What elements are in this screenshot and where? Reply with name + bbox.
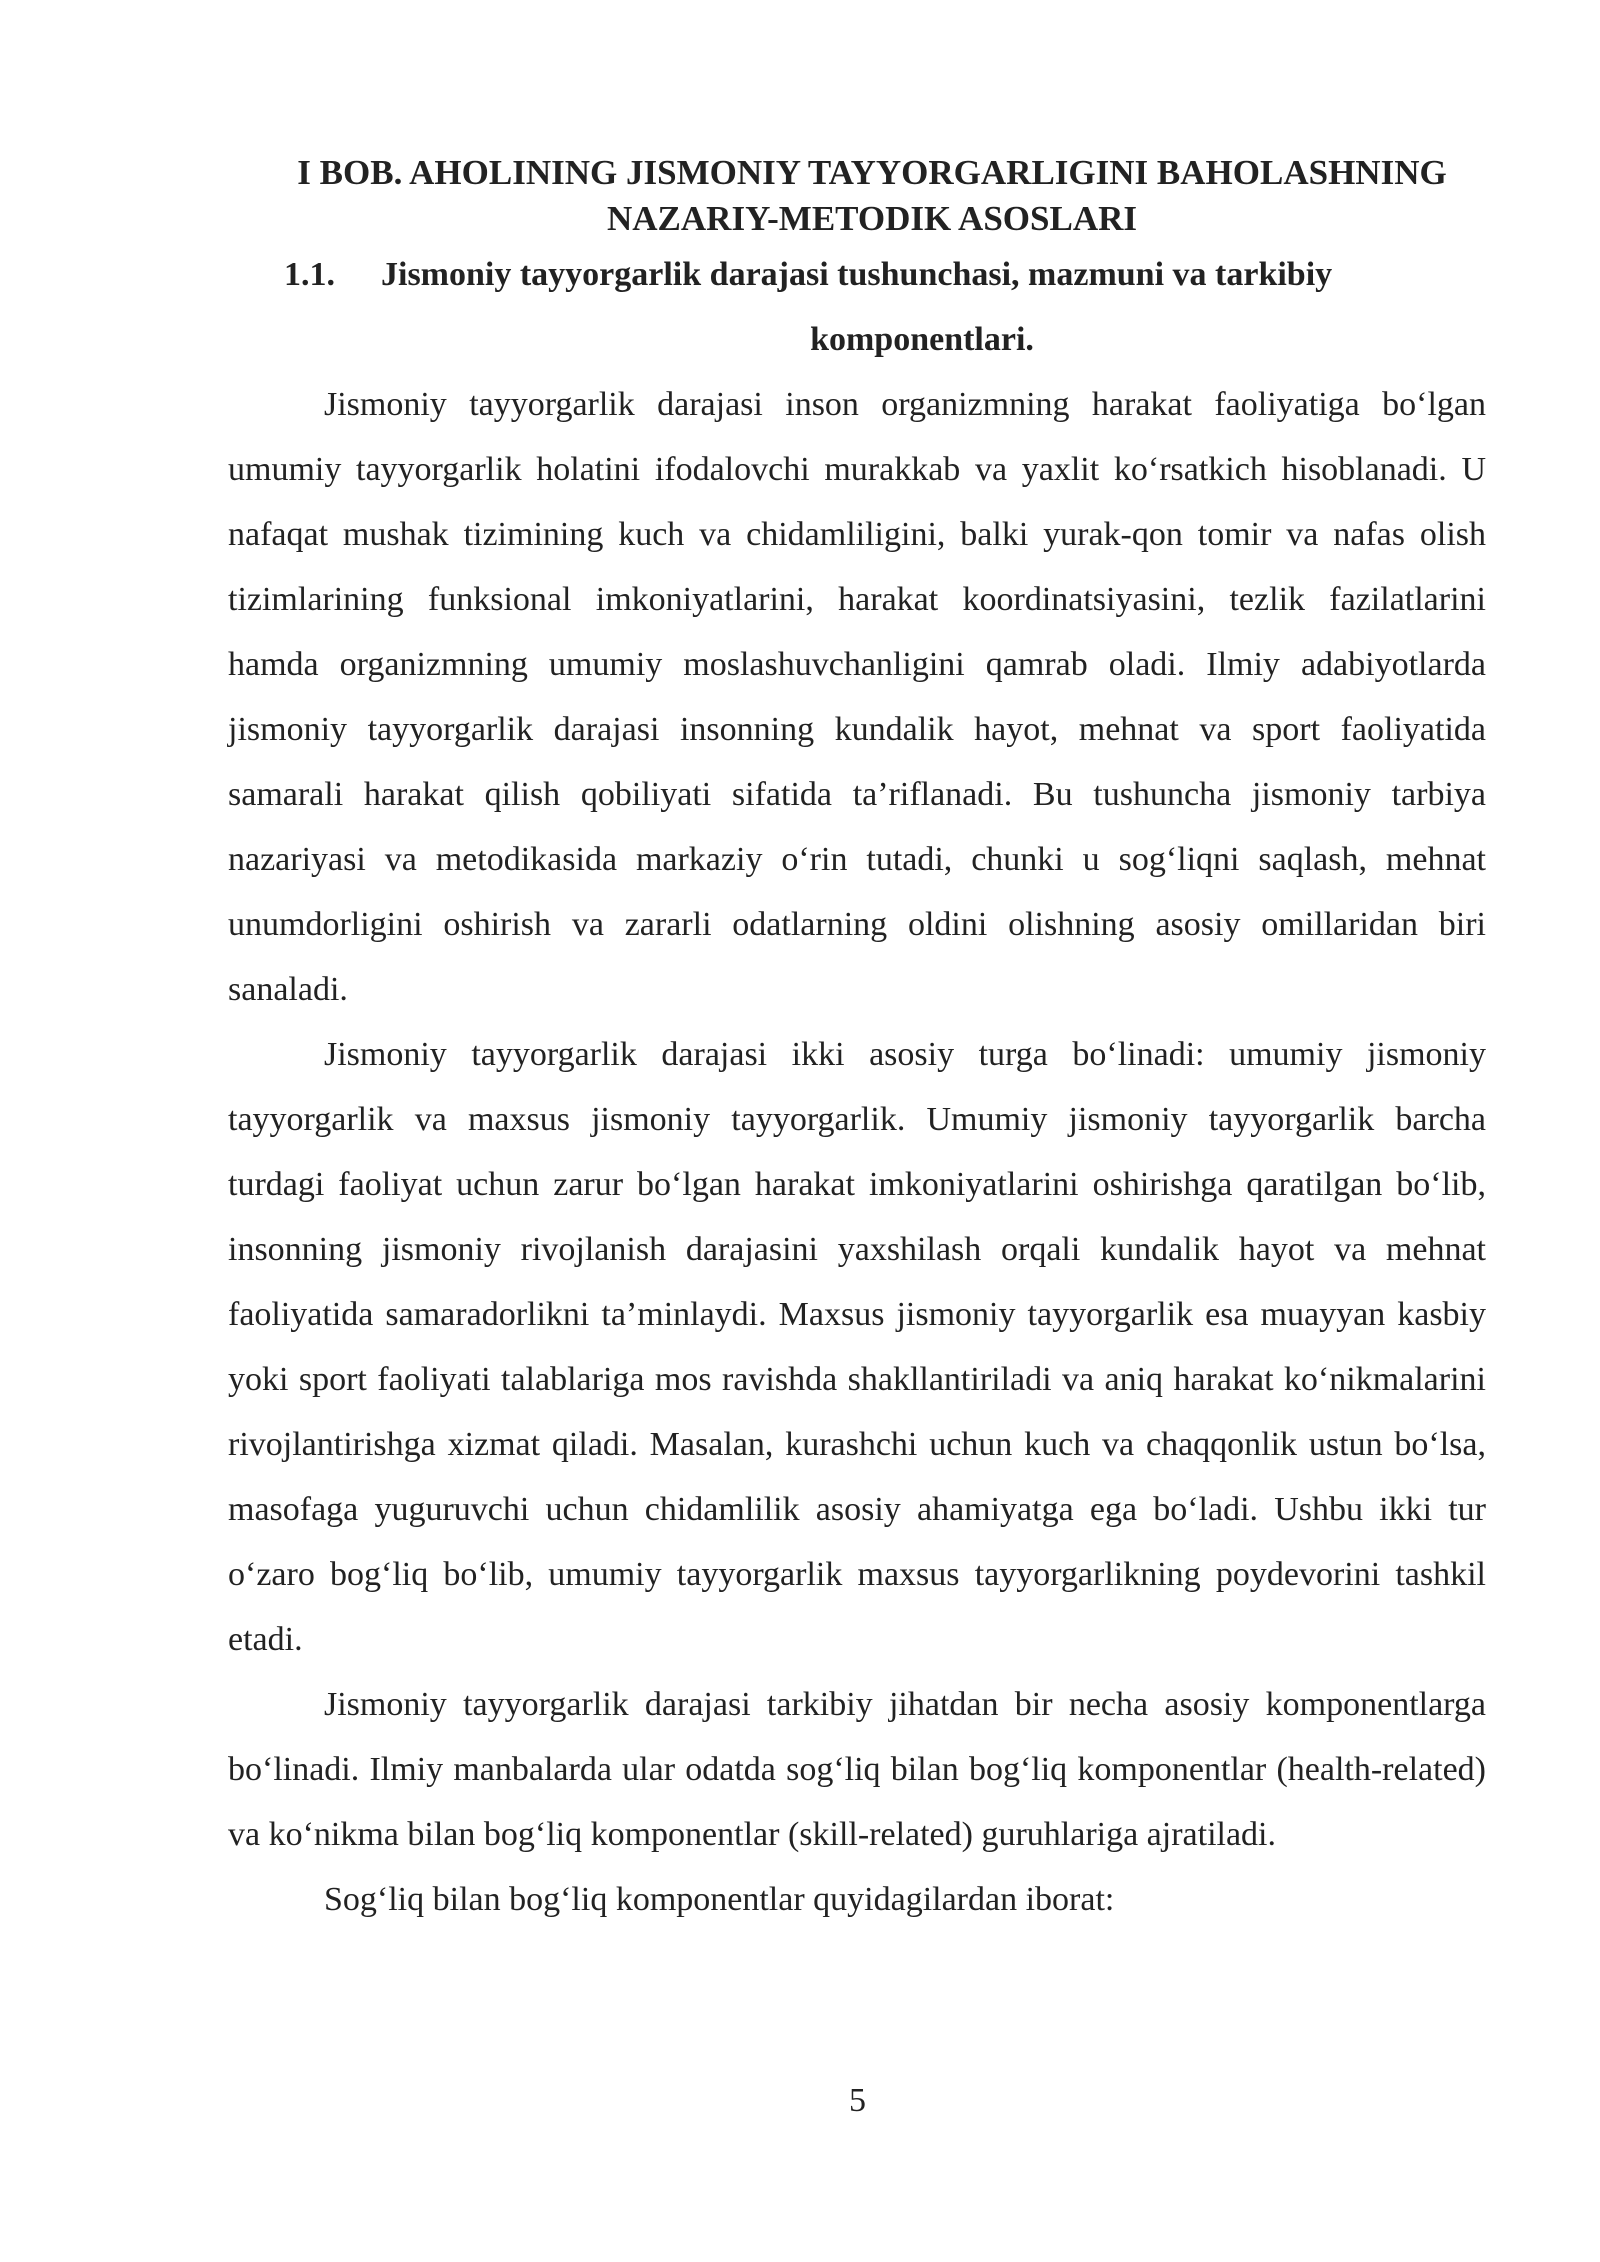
chapter-title-line1: I BOB. AHOLINING JISMONIY TAYYORGARLIGINI BAHOLASHNING — [297, 153, 1447, 192]
chapter-title-line2: NAZARIY-METODIK ASOSLARI — [607, 199, 1137, 238]
section-title — [228, 242, 1486, 372]
document-page — [228, 150, 1486, 1932]
paragraph: Jismoniy tayyorgarlik darajasi inson organizmning harakat faoliyatiga bo‘lgan umumiy tayyorgarlik holatini ifodalovchi murakkab va yaxlit ko‘rsatkich hisoblanadi. U nafaqat mushak tizimining kuch va chidamliligini, balki yurak-qon tomir va nafas olish tizimlarining funksional imkoniyatlarini, harakat koordinatsiyasini, tezlik fazilatlarini hamda organizmning umumiy moslashuvchanligini qamrab oladi. Ilmiy adabiyotlarda jismoniy tayyorgarlik darajasi insonning kundalik hayot, mehnat va sport faoliyatida samarali harakat qilish qobiliyati sifatida ta’riflanadi. Bu tushuncha jismoniy tarbiya nazariyasi va metodikasida markaziy o‘rin tutadi, chunki u sog‘liqni saqlash, mehnat unumdorligini oshirish va zararli odatlarning oldini olishning asosiy omillaridan biri sanaladi. — [228, 386, 1486, 1008]
section-title-line1: Jismoniy tayyorgarlik darajasi tushunchasi, mazmuni va tarkibiy — [381, 256, 1333, 293]
paragraph: Sog‘liq bilan bog‘liq komponentlar quyidagilardan iborat: — [324, 1881, 1115, 1918]
page-number: 5 — [849, 2082, 866, 2119]
chapter-title — [228, 150, 1486, 242]
paragraph: Jismoniy tayyorgarlik darajasi tarkibiy jihatdan bir necha asosiy komponentlarga bo‘linadi. Ilmiy manbalarda ular odatda sog‘liq bilan bog‘liq komponentlar (health-related) va ko‘nikma bilan bog‘liq komponentlar (skill-related) guruhlariga ajratiladi. — [228, 1686, 1486, 1853]
section-title-line2: komponentlari. — [810, 321, 1034, 358]
section-number: 1.1. — [284, 256, 335, 293]
paragraph: Jismoniy tayyorgarlik darajasi ikki asosiy turga bo‘linadi: umumiy jismoniy tayyorgarlik va maxsus jismoniy tayyorgarlik. Umumiy jismoniy tayyorgarlik barcha turdagi faoliyat uchun zarur bo‘lgan harakat imkoniyatlarini oshirishga qaratilgan bo‘lib, insonning jismoniy rivojlanish darajasini yaxshilash orqali kundalik hayot va mehnat faoliyatida samaradorlikni ta’minlaydi. Maxsus jismoniy tayyorgarlik esa muayyan kasbiy yoki sport faoliyati talablariga mos ravishda shakllantiriladi va aniq harakat ko‘nikmalarini rivojlantirishga xizmat qiladi. Masalan, kurashchi uchun kuch va chaqqonlik ustun bo‘lsa, masofaga yuguruvchi uchun chidamlilik asosiy ahamiyatga ega bo‘ladi. Ushbu ikki tur o‘zaro bog‘liq bo‘lib, umumiy tayyorgarlik maxsus tayyorgarlikning poydevorini tashkil etadi. — [228, 1036, 1486, 1658]
